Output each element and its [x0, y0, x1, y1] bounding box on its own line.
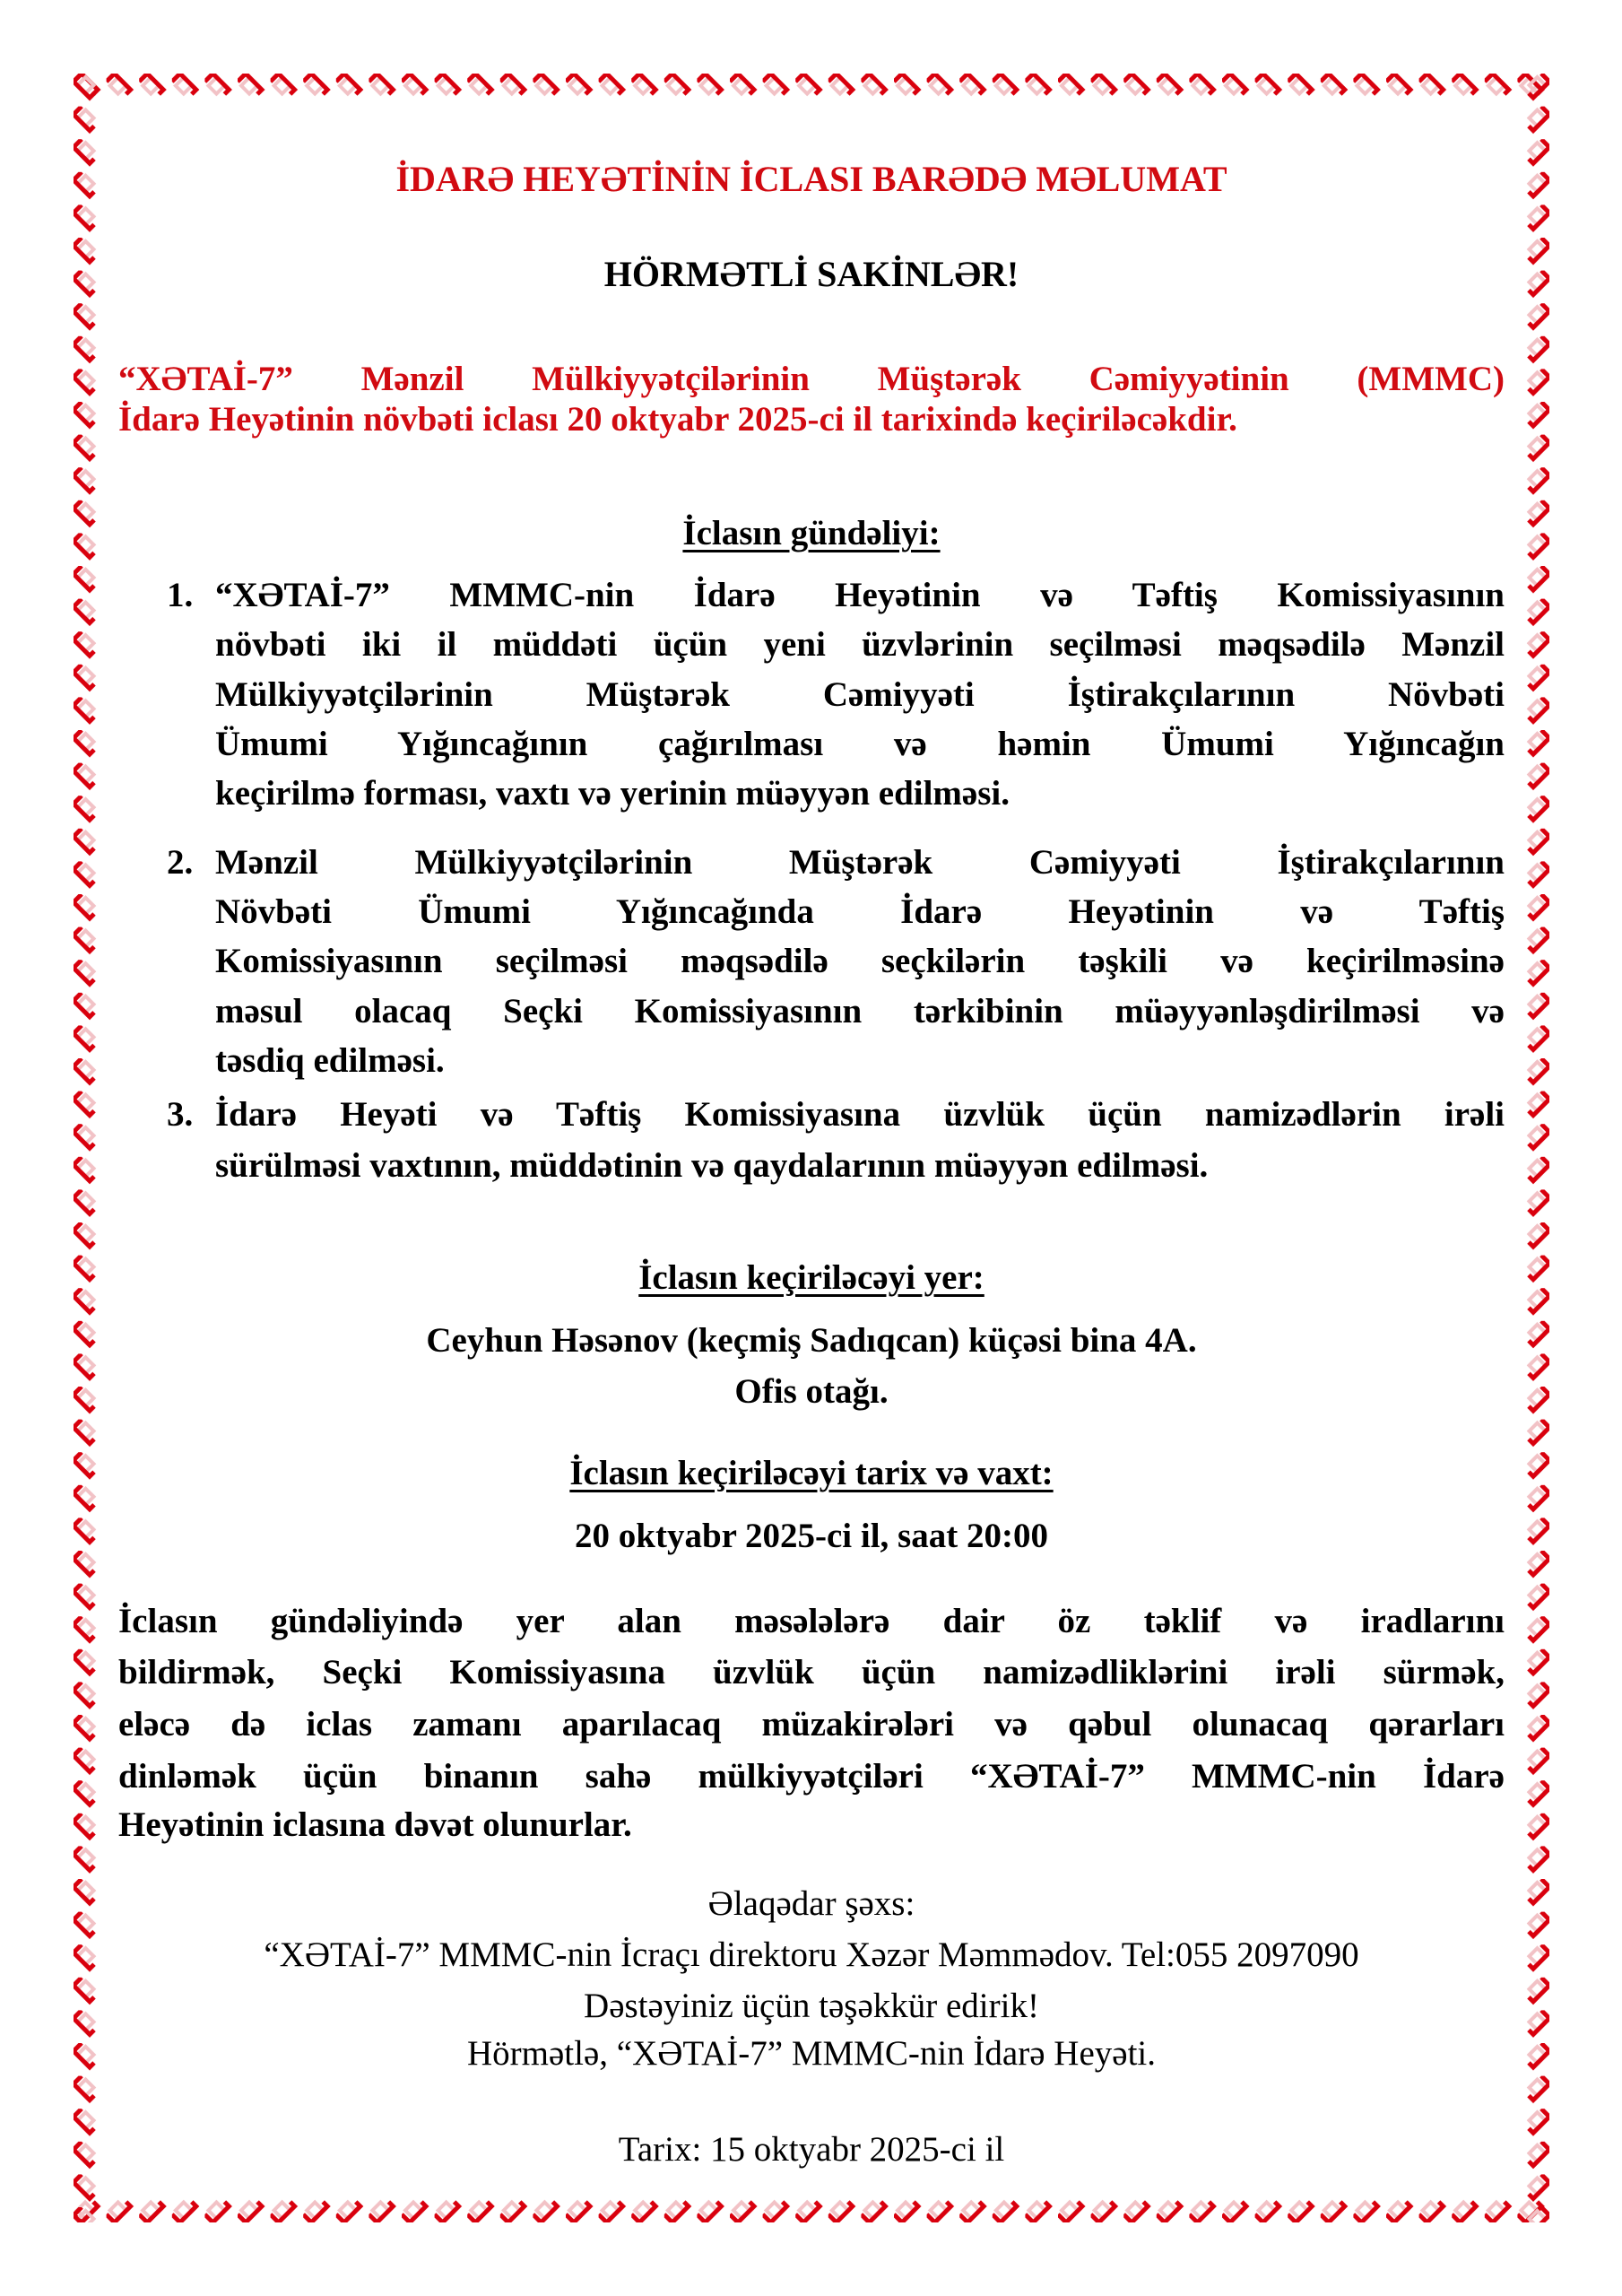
invitation-line: İclasın gündəliyində yer alan məsələlərə dair öz təklif və iradlarını — [118, 1602, 1505, 1640]
agenda-item-line: “XƏTAİ-7” MMMC-nin İdarə Heyətinin və Təftiş Komissiyasının — [215, 576, 1505, 614]
issue-date: Tarix: 15 oktyabr 2025-ci il — [618, 2130, 1005, 2169]
agenda-item-line: Növbəti Ümumi Yığıncağında İdarə Heyətinin və Təftiş — [215, 892, 1505, 931]
agenda-item-number: 3. — [167, 1095, 194, 1134]
agenda-item-number: 1. — [167, 576, 194, 614]
datetime-value: 20 oktyabr 2025-ci il, saat 20:00 — [575, 1517, 1048, 1555]
ornamental-border-bottom — [74, 2198, 1549, 2222]
contact-line: “XƏTAİ-7” MMMC-nin İcraçı direktoru Xəzər Məmmədov. Tel:055 2097090 — [264, 1935, 1359, 1974]
agenda-item-line: Komissiyasının seçilməsi məqsədilə seçkilərin təşkili və keçirilməsinə — [215, 942, 1505, 980]
ornamental-border-top — [74, 74, 1549, 98]
intro-line: İdarə Heyətinin növbəti iclası 20 oktyabr 2025-ci il tarixində keçiriləcəkdir. — [118, 400, 1237, 439]
agenda-heading: İclasın gündəliyi: — [682, 514, 941, 552]
ornamental-border-right — [1525, 74, 1549, 2222]
location-address: Ceyhun Həsənov (keçmiş Sadıqcan) küçəsi bina 4A. — [426, 1321, 1197, 1360]
invitation-line: bildirmək, Seçki Komissiyasına üzvlük üçün namizədliklərini irəli sürmək, — [118, 1653, 1505, 1692]
agenda-item-line: keçirilmə forması, vaxtı və yerinin müəyyən edilməsi. — [215, 774, 1010, 813]
invitation-line: eləcə də iclas zamanı aparılacaq müzakirələri və qəbul olunacaq qərarları — [118, 1705, 1505, 1744]
agenda-item-line: sürülməsi vaxtının, müddətinin və qaydalarının müəyyən edilməsi. — [215, 1146, 1209, 1185]
invitation-line: Heyətinin iclasına dəvət olunurlar. — [118, 1805, 632, 1844]
ornamental-border-icon — [74, 74, 98, 2222]
greeting: HÖRMƏTLİ SAKİNLƏR! — [603, 254, 1019, 294]
agenda-item-line: İdarə Heyəti və Təftiş Komissiyasına üzvlük üçün namizədlərin irəli — [215, 1095, 1505, 1134]
invitation-line: dinləmək üçün binanın sahə mülkiyyətçiləri “XƏTAİ-7” MMMC-nin İdarə — [118, 1757, 1505, 1796]
ornamental-border-icon — [1525, 74, 1549, 2222]
agenda-item-line: Ümumi Yığıncağının çağırılması və həmin Ümumi Yığıncağın — [215, 725, 1505, 763]
location-heading: İclasın keçiriləcəyi yer: — [638, 1258, 984, 1297]
agenda-item-line: təsdiq edilməsi. — [215, 1041, 445, 1080]
datetime-heading: İclasın keçiriləcəyi tarix və vaxt: — [569, 1454, 1054, 1492]
intro-line: “XƏTAİ-7” Mənzil Mülkiyyətçilərinin Müştərək Cəmiyyətinin (MMMC) — [118, 360, 1505, 398]
ornamental-border-left — [74, 74, 98, 2222]
agenda-item-line: növbəti iki il müddəti üçün yeni üzvlərinin seçilməsi məqsədilə Mənzil — [215, 625, 1505, 664]
agenda-item-number: 2. — [167, 843, 194, 882]
agenda-item-line: Mənzil Mülkiyyətçilərinin Müştərək Cəmiyyəti İştirakçılarının — [215, 843, 1505, 882]
document-title: İDARƏ HEYƏTİNİN İCLASI BARƏDƏ MƏLUMAT — [395, 159, 1227, 199]
ornamental-border-icon — [74, 74, 1549, 98]
signoff-line: Hörmətlə, “XƏTAİ-7” MMMC-nin İdarə Heyəti. — [467, 2034, 1156, 2073]
contact-label: Əlaqədar şəxs: — [707, 1884, 915, 1923]
thanks-line: Dəstəyiniz üçün təşəkkür edirik! — [584, 1987, 1039, 2025]
agenda-item-line: məsul olacaq Seçki Komissiyasının tərkibinin müəyyənləşdirilməsi və — [215, 992, 1505, 1031]
ornamental-border-icon — [74, 2198, 1549, 2222]
location-room: Ofis otağı. — [734, 1372, 889, 1411]
agenda-item-line: Mülkiyyətçilərinin Müştərək Cəmiyyəti İştirakçılarının Növbəti — [215, 675, 1505, 714]
